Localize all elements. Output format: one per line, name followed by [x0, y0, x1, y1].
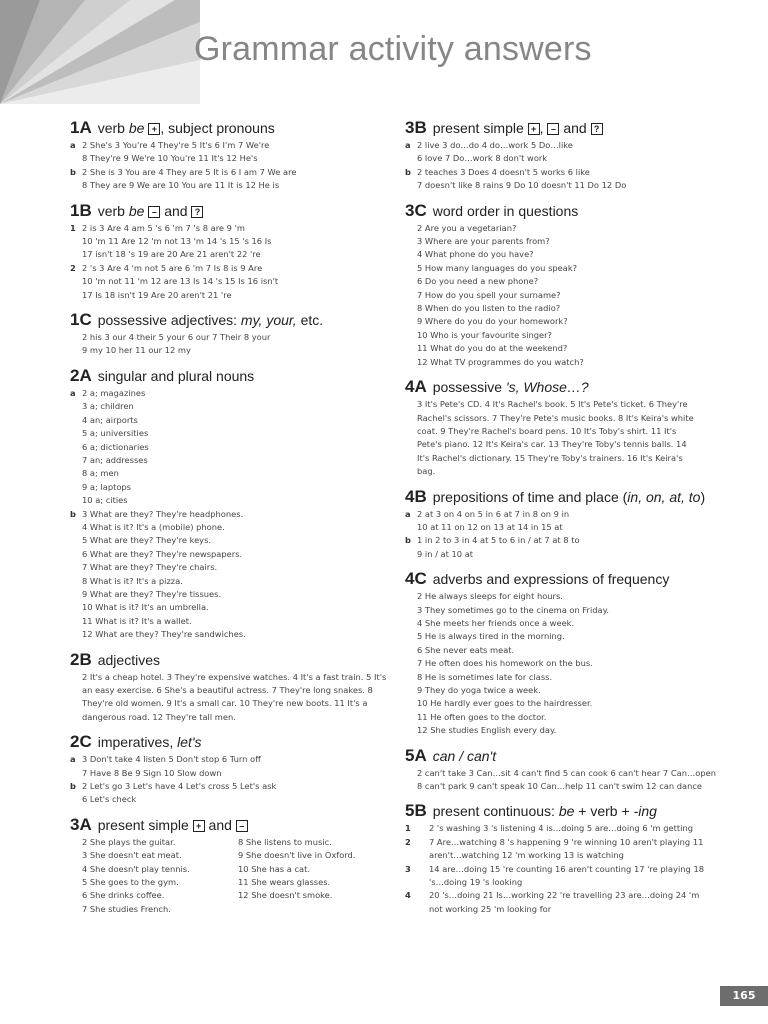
section-1b: [70, 201, 390, 302]
minus-box-icon: –: [547, 123, 559, 135]
answer-line: 8 a; men: [82, 468, 119, 479]
answer-line: 6 Let's check: [82, 794, 137, 805]
answers: [405, 590, 735, 737]
section-1a: [70, 118, 390, 193]
answer-line: 2 teaches 3 Does 4 doesn't 5 works 6 like: [417, 166, 590, 177]
section-4b: [405, 487, 735, 562]
page-title: Grammar activity answers: [194, 30, 592, 68]
section-heading: 4C adverbs and expressions of frequency: [405, 569, 670, 589]
answer-line: 7 What are they? They're chairs.: [82, 562, 218, 573]
list-item: 7 How do you spell your surname?: [417, 289, 561, 300]
plus-box-icon: +: [193, 820, 205, 832]
section-3a: [70, 815, 390, 916]
list-item: 6 Do you need a new phone?: [417, 276, 539, 287]
answer-line: 12 What are they? They're sandwiches.: [82, 629, 246, 640]
answer-line: 9 She doesn't live in Oxford.: [238, 850, 356, 861]
section-heading: 5A can / can't: [405, 745, 497, 765]
list-item: 4 What phone do you have?: [417, 249, 534, 260]
answers: [405, 398, 699, 478]
list-item: 10 He hardly ever goes to the hairdresser.: [417, 698, 593, 709]
section-heading: 2C imperatives, let's: [70, 732, 202, 752]
answer-line: 4 She doesn't play tennis.: [82, 863, 190, 874]
section-heading: 4A possessive 's, Whose…?: [405, 377, 589, 397]
answer-line: 10 'm not 11 'm 12 are 13 Is 14 's 15 Is 16 isn't: [82, 276, 279, 287]
list-item: 8 He is sometimes late for class.: [417, 671, 553, 682]
answers: [70, 387, 390, 642]
answer-paragraph: 2 It's a cheap hotel. 3 They're expensive watches. 4 It's a fast train. 5 It's an easy exercise. 6 She's a beautiful actress. 7 They're long snakes. 8 They're old women. 9 It's a small car. 10 They're new boots. 11 It's a dangerous road. 12 They're tall men.: [82, 671, 387, 722]
answer-line: 10 a; cities: [82, 495, 128, 506]
minus-box-icon: –: [148, 206, 160, 218]
answer-line: 5 a; universities: [82, 428, 149, 439]
list-item: 9 They do yoga twice a week.: [417, 685, 541, 695]
answers: [405, 222, 735, 369]
answers: [70, 836, 390, 916]
answer-line: 4 What is it? It's a (mobile) phone.: [82, 521, 225, 532]
list-item: 7 He often does his homework on the bus.: [417, 658, 593, 669]
answer-line: 5 She goes to the gym.: [82, 877, 179, 888]
page-number: 165: [720, 986, 768, 1006]
answers-left: [82, 836, 234, 916]
answer-line: 2 She's 3 You're 4 They're 5 It's 6 I'm 7 We're: [82, 140, 270, 150]
answer-line: 3 She doesn't eat meat.: [82, 850, 182, 861]
answer-line: 2 's 3 Are 4 'm not 5 are 6 'm 7 Is 8 is 9 Are: [82, 262, 263, 273]
section-heading: 3B present simple + , – and ?: [405, 118, 735, 138]
section-heading: 1B verb be – and ?: [70, 201, 390, 221]
answer-line: 12 She doesn't smoke.: [238, 890, 333, 901]
answer-line: 6 What are they? They're newspapers.: [82, 548, 243, 559]
section-heading: 1A verb be + , subject pronouns: [70, 118, 275, 137]
question-box-icon: ?: [591, 123, 603, 135]
question-box-icon: ?: [191, 206, 203, 218]
section-3b: [405, 118, 735, 193]
list-item: 12 She studies English every day.: [417, 725, 557, 736]
section-4a: [405, 377, 735, 478]
answer-line: 8 What is it? It's a pizza.: [82, 575, 183, 586]
answer-line: 2 at 3 on 4 on 5 in 6 at 7 in 8 on 9 in: [417, 508, 570, 519]
list-item: 11 What do you do at the weekend?: [417, 343, 568, 354]
answers: a 3 Don't take 4 listen 5 Don't stop 6 Turn off 7 Have 8 Be 9 Sign 10 Slow down b 2 Let's go 3 Let's have 4 Let's cross 5 Let's ask 6 Let's check: [70, 753, 390, 807]
answer-line: 6 love 7 Do…work 8 don't work: [417, 153, 548, 164]
list-item: 6 She never eats meat.: [417, 644, 515, 655]
answer-line: 2 She is 3 You are 4 They are 5 It is 6 I am 7 We are: [82, 166, 297, 177]
answer-line: 2 's washing 3 's listening 4 is…doing 5 are…doing 6 'm getting: [429, 823, 693, 834]
section-heading: 1C possessive adjectives: my, your, etc.: [70, 310, 324, 330]
answers: 1 2 's washing 3 's listening 4 is…doing 5 are…doing 6 'm getting 2 7 Are…watching 8 's happening 9 're winning 10 aren't playing 11 aren't…watching 12 'm working 13 is watching 3 14 are…doing 15 're counting 16 aren't counting 17 're playing 18 's…doing 19 's looking 4 20 's…doing 21 Is…working 22 're travelling 23 are…doing 24 'm not working 25 'm looking for: [405, 822, 705, 916]
answer-line: 10 'm 11 Are 12 'm not 13 'm 14 's 15 's 16 Is: [82, 236, 272, 247]
section-heading: 4B prepositions of time and place (in, on, at, to): [405, 486, 706, 506]
plus-box-icon: +: [148, 123, 160, 135]
answers: [70, 671, 390, 725]
section-1c: [70, 310, 390, 358]
list-item: 10 Who is your favourite singer?: [417, 329, 552, 340]
answer-line: 20 's…doing 21 Is…working 22 're travelling 23 are…doing 24 'm not working 25 'm looking for: [429, 890, 700, 914]
answer-line: 6 She drinks coffee.: [82, 890, 165, 901]
minus-box-icon: –: [236, 820, 248, 832]
answer-paragraph: 3 It's Pete's CD. 4 It's Rachel's book. 5 It's Pete's ticket. 6 They're Rachel's scissors. 7 They're Pete's music books. 8 It's Keira's white coat. 9 They're Rachel's board pens. 10 It's Toby's shirt. 11 It's Pete's piano. 12 It's Keira's car. 13 They're Toby's tennis balls. 14 It's Rachel's dictionary. 15 They're Toby's trainers. 16 It's Keira's bag.: [417, 399, 694, 477]
section-4c: [405, 569, 735, 737]
answer-line: b 3 What are they? They're headphones.: [70, 508, 244, 519]
answer-line: 2 She plays the guitar.: [82, 836, 176, 847]
answer-line: 3 Don't take 4 listen 5 Don't stop 6 Turn off: [82, 754, 261, 765]
answers: 1 2 is 3 Are 4 am 5 's 6 'm 7 's 8 are 9 'm 10 'm 11 Are 12 'm not 13 'm 14 's 15 's 16 Is 17 isn't 18 's 19 are 20 Are 21 aren't 22 're 2 2 's 3 Are 4 'm not 5 are 6 'm 7 Is 8 is 9 Are 10 'm not 11 'm 12 are 13 Is 14 's 15 Is 16 isn't 17 Is 18 isn't 19 Are 20 aren't 21 're: [70, 222, 390, 302]
answer-line: 10 She has a cat.: [238, 863, 311, 874]
answer-line: 17 Is 18 isn't 19 Are 20 aren't 21 're: [82, 289, 232, 300]
list-item: 3 They sometimes go to the cinema on Friday.: [417, 604, 609, 615]
list-item: 9 Where do you do your homework?: [417, 316, 568, 327]
answers: [70, 331, 390, 358]
list-item: 11 He often goes to the doctor.: [417, 711, 547, 722]
left-column: [70, 118, 390, 924]
answer-line: 9 my 10 her 11 our 12 my: [82, 345, 191, 356]
answer-paragraph: 2 can't take 3 Can…sit 4 can't find 5 can cook 6 can't hear 7 Can…open 8 can't park 9 can't speak 10 Can…help 11 can't swim 12 can dance: [417, 767, 716, 792]
list-item: 5 How many languages do you speak?: [417, 262, 578, 273]
answer-line: 8 She listens to music.: [238, 836, 332, 847]
answer-line: 6 a; dictionaries: [82, 441, 149, 452]
answer-line: a 2 a; magazines: [70, 387, 146, 398]
answers: a 2 at 3 on 4 on 5 in 6 at 7 in 8 on 9 in 10 at 11 on 12 on 13 at 14 in 15 at b 1 in 2 to 3 in 4 at 5 to 6 in / at 7 at 8 to 9 in / at 10 at: [405, 508, 735, 562]
answer-line: 7 Have 8 Be 9 Sign 10 Slow down: [82, 767, 222, 778]
right-column: [405, 118, 735, 924]
answer-line: 2 Let's go 3 Let's have 4 Let's cross 5 Let's ask: [82, 781, 277, 792]
answer-line: 7 doesn't like 8 rains 9 Do 10 doesn't 11 Do 12 Do: [417, 180, 627, 191]
answer-line: 7 an; addresses: [82, 454, 148, 465]
section-heading: 2A singular and plural nouns: [70, 365, 255, 385]
section-3c: [405, 201, 735, 369]
list-item: 3 Where are your parents from?: [417, 236, 550, 247]
list-item: 8 When do you listen to the radio?: [417, 303, 561, 314]
answer-line: 14 are…doing 15 're counting 16 aren't counting 17 're playing 18 's…doing 19 's looking: [429, 863, 704, 888]
answer-line: 17 isn't 18 's 19 are 20 Are 21 aren't 22 're: [82, 249, 261, 260]
answer-line: 7 Are…watching 8 's happening 9 're winning 10 aren't playing 11 aren't…watching 12 'm working 13 is watching: [429, 836, 704, 861]
answer-line: 10 What is it? It's an umbrella.: [82, 602, 209, 613]
answer-line: 11 What is it? It's a wallet.: [82, 615, 192, 626]
answers-right: [238, 836, 390, 916]
section-heading: 3A present simple + and –: [70, 815, 390, 835]
section-2a: [70, 366, 390, 642]
answer-line: 7 She studies French.: [82, 903, 171, 914]
section-5a: [405, 746, 735, 794]
answer-line: 1 in 2 to 3 in 4 at 5 to 6 in / at 7 at 8 to: [417, 535, 580, 546]
section-2c: [70, 732, 390, 807]
answer-line: 8 They're 9 We're 10 You're 11 It's 12 He's: [82, 153, 258, 164]
list-item: 4 She meets her friends once a week.: [417, 617, 575, 628]
answer-line: 10 at 11 on 12 on 13 at 14 in 15 at: [417, 521, 563, 532]
answer-line: 11 She wears glasses.: [238, 877, 331, 888]
list-item: 2 Are you a vegetarian?: [417, 222, 517, 233]
list-item: 2 He always sleeps for eight hours.: [417, 591, 563, 602]
answer-line: 4 an; airports: [82, 414, 138, 425]
plus-box-icon: +: [528, 123, 540, 135]
list-item: 12 What TV programmes do you watch?: [417, 356, 584, 367]
answers: [405, 767, 717, 794]
section-5b: [405, 801, 735, 916]
answer-line: 8 They are 9 We are 10 You are 11 It is 12 He is: [82, 180, 280, 191]
answer-line: 9 in / at 10 at: [417, 548, 474, 559]
answer-line: 5 What are they? They're keys.: [82, 535, 212, 546]
answers: a 2 She's 3 You're 4 They're 5 It's 6 I'm 7 We're 8 They're 9 We're 10 You're 11 It's 12 He's b 2 She is 3 You are 4 They are 5 It is 6 I am 7 We are 8 They are 9 We are 10 You are 11 It is 12 He is: [70, 139, 390, 193]
answer-line: 9 a; laptops: [82, 481, 132, 492]
answer-line: 9 What are they? They're tissues.: [82, 588, 222, 599]
decorative-fan-graphic: [0, 0, 200, 104]
section-2b: [70, 650, 390, 725]
answer-line: 3 a; children: [82, 401, 134, 412]
list-item: 5 He is always tired in the morning.: [417, 631, 565, 642]
answers: a 2 live 3 do…do 4 do…work 5 Do…like 6 love 7 Do…work 8 don't work b 2 teaches 3 Does 4 doesn't 5 works 6 like 7 doesn't like 8 rains 9 Do 10 doesn't 11 Do 12 Do: [405, 139, 735, 193]
answer-line: 2 live 3 do…do 4 do…work 5 Do…like: [417, 140, 573, 150]
section-heading: 2B adjectives: [70, 649, 160, 669]
answer-line: 2 is 3 Are 4 am 5 's 6 'm 7 's 8 are 9 'm: [82, 222, 245, 233]
section-heading: 3C word order in questions: [405, 200, 579, 220]
section-heading: 5B present continuous: be + verb + -ing: [405, 801, 657, 821]
answer-line: 2 his 3 our 4 their 5 your 6 our 7 Their 8 your: [82, 332, 271, 343]
